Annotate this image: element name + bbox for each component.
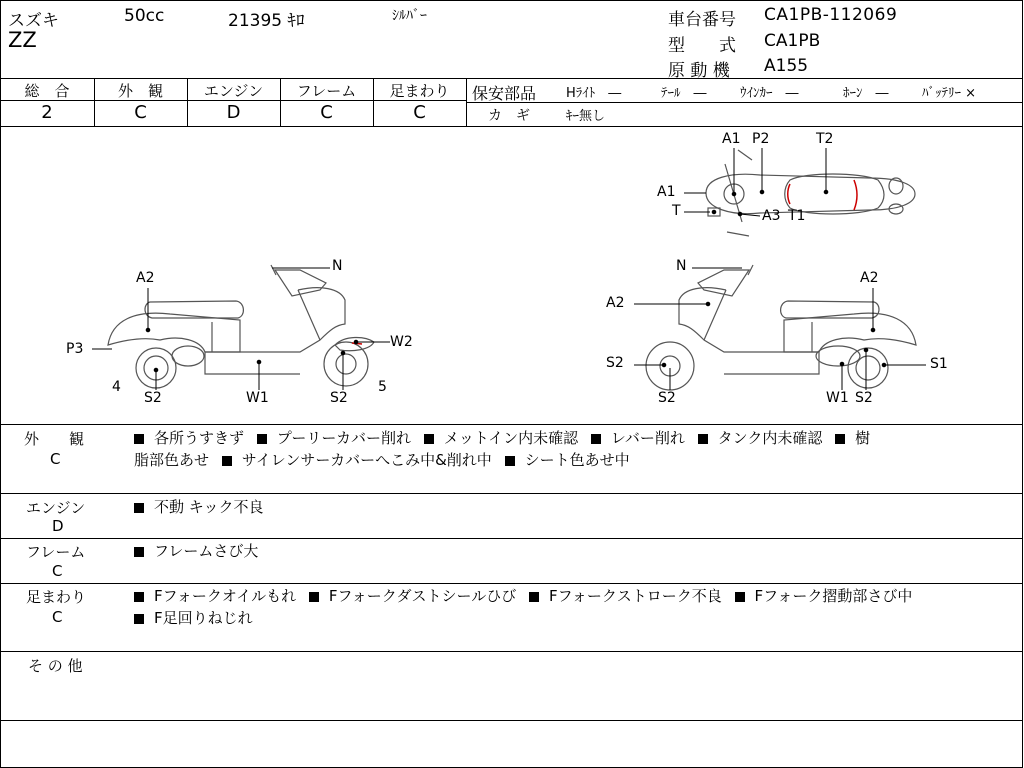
diagram-label: 5: [378, 379, 387, 395]
diagram-label: S2: [330, 390, 348, 406]
type-value: CA1PB: [764, 31, 821, 51]
key-label: カ ギ: [488, 108, 530, 124]
grade-header-suspension: 足まわり: [389, 82, 450, 100]
divider: [0, 424, 1022, 425]
diagram-label: A1: [657, 184, 676, 200]
color: ｼﾙﾊﾞｰ: [392, 8, 427, 24]
safety-winker: ｳｲﾝｶｰ ―: [740, 86, 799, 101]
displacement: 50cc: [124, 6, 165, 26]
section-title-engine: エンジン: [26, 499, 86, 517]
note-item: F足回りねじれ: [154, 609, 253, 627]
section-notes-frame: [134, 540, 266, 562]
engine-value: A155: [764, 56, 809, 76]
note-item: プーリーカバー削れ: [276, 429, 412, 447]
grade-value-frame: C: [320, 102, 333, 123]
diagram-label: W2: [390, 334, 413, 350]
note-item: レバー削れ: [610, 429, 685, 447]
grade-value-exterior: C: [134, 102, 147, 123]
diagram-label: T1: [788, 208, 806, 224]
diagram-label: S2: [658, 390, 676, 406]
diagram-label: A3: [762, 208, 781, 224]
section-notes-suspension: [134, 585, 920, 629]
note-item: 不動 キック不良: [154, 498, 264, 516]
note-item: 各所うすきず: [154, 429, 245, 447]
section-grade-suspension: C: [52, 608, 63, 626]
frame-number: CA1PB-112069: [764, 5, 898, 25]
grade-value-overall: 2: [41, 102, 53, 123]
note-item: タンク内未確認: [717, 429, 823, 447]
section-grade-frame: C: [52, 562, 63, 580]
safety-tail: ﾃｰﾙ ―: [661, 86, 707, 101]
diagram-label: S1: [930, 356, 948, 372]
diagram-label: N: [332, 258, 343, 274]
diagram-label: N: [676, 258, 687, 274]
section-grade-exterior: C: [50, 450, 61, 468]
note-item: Fフォークオイルもれ: [154, 587, 297, 605]
note-item: サイレンサーカバーへこみ中&削れ中: [241, 451, 492, 469]
note-item: フレームさび大: [154, 542, 259, 560]
grade-header-exterior: 外 観: [117, 82, 163, 100]
mileage: 21395 ｷﾛ: [228, 11, 305, 31]
diagram-label: 4: [112, 379, 121, 395]
note-item: メットイン内未確認: [443, 429, 579, 447]
grade-header-frame: フレーム: [296, 82, 357, 100]
safety-label: 保安部品: [472, 84, 537, 103]
grade-value-suspension: C: [413, 102, 426, 123]
engine-label: 原 動 機: [668, 61, 730, 81]
section-grade-engine: D: [52, 517, 64, 535]
diagram-label: T: [672, 203, 681, 219]
section-title-frame: フレーム: [26, 543, 86, 561]
type-label: 型 式: [668, 36, 736, 56]
model-name: ZZ: [8, 28, 37, 52]
divider: [466, 102, 1022, 103]
grade-value-engine: D: [226, 102, 241, 123]
diagram-label: S2: [855, 390, 873, 406]
grade-header-engine: エンジン: [203, 82, 264, 100]
diagram-label: A2: [606, 295, 625, 311]
diagram-label: A1: [722, 131, 741, 147]
divider: [0, 538, 1022, 539]
key-value: ｷｰ無し: [566, 109, 606, 124]
divider: [0, 493, 1022, 494]
diagram-label: T2: [816, 131, 834, 147]
section-title-suspension: 足まわり: [26, 588, 87, 606]
grade-header-overall: 総 合: [24, 82, 70, 100]
frame-number-label: 車台番号: [668, 10, 736, 30]
diagram-label: W1: [826, 390, 849, 406]
note-item: シート色あせ中: [524, 451, 630, 469]
diagram-label: S2: [606, 355, 624, 371]
section-notes-engine: [134, 496, 271, 518]
scooter-top-view: [706, 150, 915, 236]
diagram-label: W1: [246, 390, 269, 406]
note-item: Fフォークダストシールひび: [328, 587, 517, 605]
section-title-other: そ の 他: [28, 657, 83, 675]
maker: スズキ: [8, 11, 59, 31]
safety-horn: ﾎｰﾝ ―: [843, 86, 889, 101]
diagram-label: A2: [860, 270, 879, 286]
diagram-label: P2: [752, 131, 770, 147]
note-item: 脂部色あせ: [134, 451, 210, 469]
note-item: Fフォーク摺動部さび中: [754, 587, 913, 605]
section-notes-exterior: [134, 427, 878, 471]
note-item: 樹: [855, 429, 871, 447]
divider: [0, 720, 1022, 721]
diagram-label: A2: [136, 270, 155, 286]
diagram-label: S2: [144, 390, 162, 406]
section-title-exterior: 外 観: [24, 430, 85, 448]
note-item: Fフォークストローク不良: [548, 587, 722, 605]
diagram-label: P3: [66, 341, 84, 357]
divider: [0, 651, 1022, 652]
divider: [0, 78, 1022, 79]
divider: [0, 583, 1022, 584]
safety-battery: ﾊﾞｯﾃﾘｰ ×: [922, 86, 977, 101]
safety-headlight: Hﾗｲﾄ ―: [566, 86, 622, 101]
